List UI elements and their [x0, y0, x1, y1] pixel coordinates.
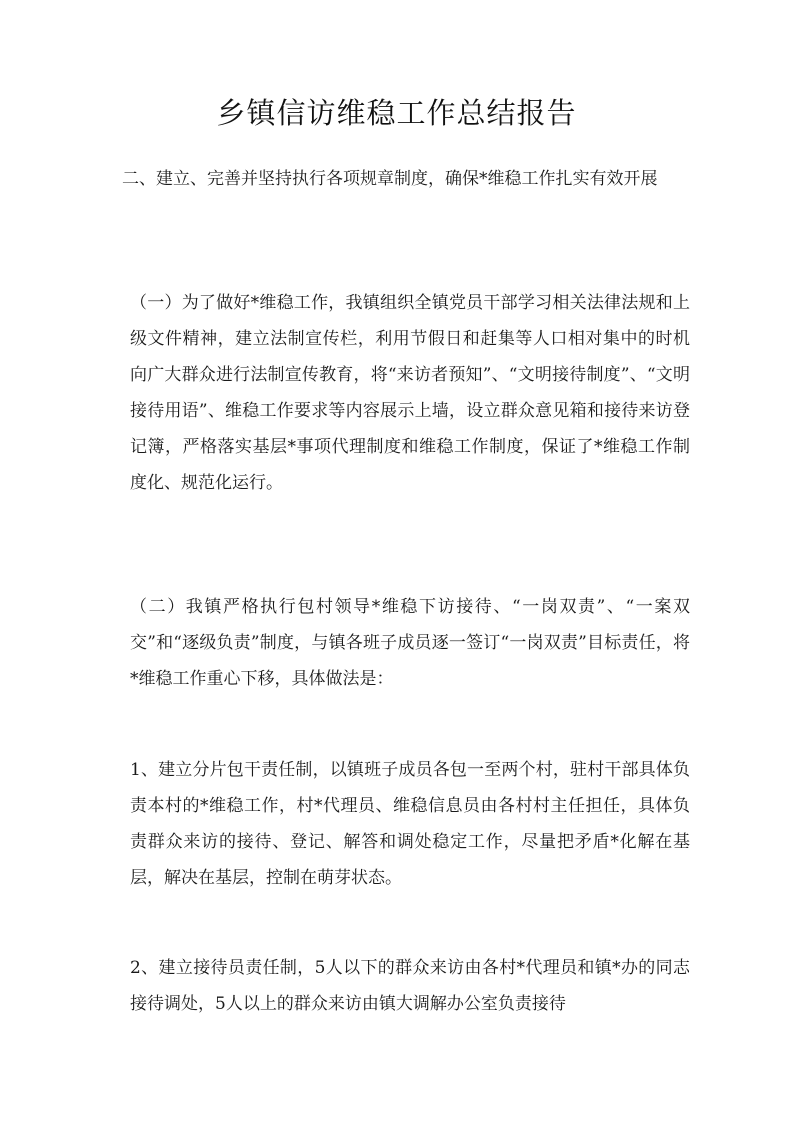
paragraph-point-2: 2、建立接待员责任制，5人以下的群众来访由各村*代理员和镇*办的同志接待调处，5人以上的群众来访由镇大调解办公室负责接待 — [130, 958, 690, 1014]
paragraph-section-two: 二、建立、完善并坚持执行各项规章制度，确保*维稳工作扎实有效开展 — [122, 169, 658, 189]
paragraph-item-one: （一）为了做好*维稳工作，我镇组织全镇党员干部学习相关法律法规和上级文件精神，建立法制宣传栏，利用节假日和赶集等人口相对集中的时机向广大群众进行法制宣传教育，将“来访者预知”、“文明接待制度”、“文明接待用语”、维稳工作要求等内容展示上墙，设立群众意见箱和接待来访登记簿，严格落实基层*事项代理制度和维稳工作制度，保证了*维稳工作制度化、规范化运行。 — [130, 293, 690, 493]
paragraph-item-two: （二）我镇严格执行包村领导*维稳下访接待、“一岗双责”、“一案双交”和“逐级负责”制度，与镇各班子成员逐一签订“一岗双责”目标责任，将*维稳工作重心下移，具体做法是： — [130, 597, 690, 689]
paragraph-point-1: 1、建立分片包干责任制，以镇班子成员各包一至两个村，驻村干部具体负责本村的*维稳工作，村*代理员、维稳信息员由各村村主任担任，具体负责群众来访的接待、登记、解答和调处稳定工作，尽量把矛盾*化解在基层，解决在基层，控制在萌芽状态。 — [130, 760, 690, 888]
document-title: 乡镇信访维稳工作总结报告 — [216, 96, 577, 130]
